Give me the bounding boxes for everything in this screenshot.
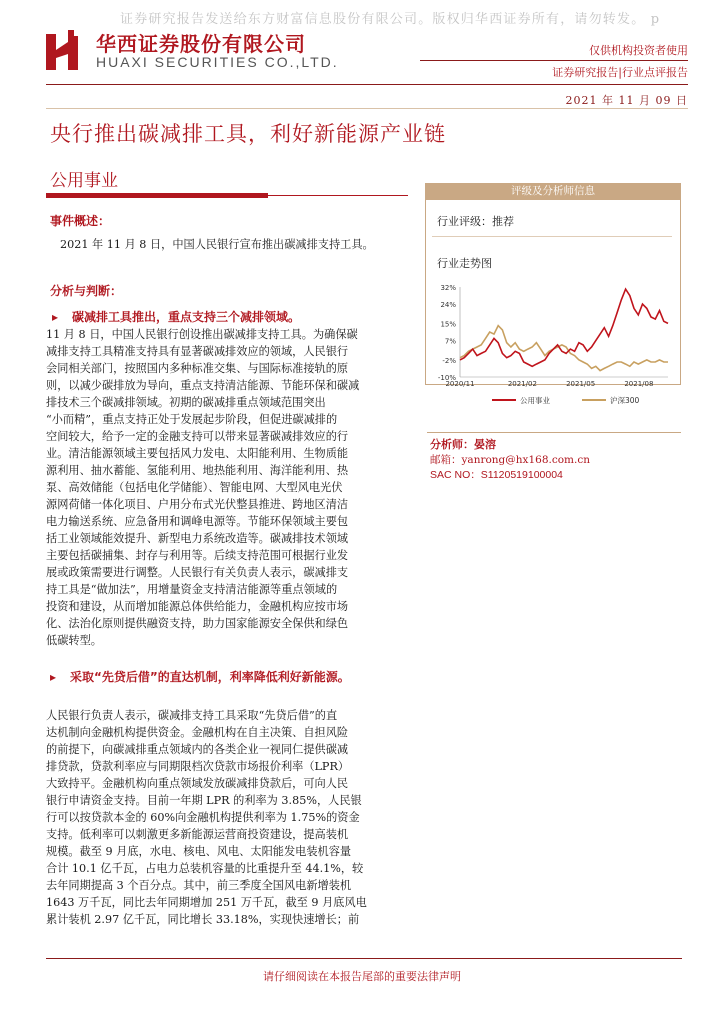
y-tick-label: 7%: [444, 337, 456, 346]
paragraph-line: 减排支持工具精准支持具有显著碳减排效应的领域，人民银行: [46, 345, 349, 358]
report-type: 证券研究报告|行业点评报告: [552, 66, 688, 79]
bullet-arrow-icon: ▸: [52, 310, 59, 324]
paragraph-line: 低碳转型。: [46, 634, 102, 647]
rating-rule: [432, 236, 672, 237]
industry-trend-chart: [430, 275, 675, 410]
paragraph-line: 排贷款，贷款利率应与同期限档次贷款市场报价利率（LPR）: [46, 760, 350, 773]
point1-paragraph: [46, 326, 408, 649]
header-rule: [46, 84, 688, 85]
y-tick-label: 32%: [440, 284, 456, 292]
paragraph-line: 持工具是“做加法”，用增量资金支持清洁能源等重点领域的: [46, 583, 338, 596]
paragraph-line: 主要包括碳捕集、封存与利用等。后续支持范围可根据行业发: [46, 549, 349, 562]
paragraph-line: 空间较大，给予一定的金融支持可以带来显著碳减排效应的行: [46, 430, 349, 443]
analyst-email[interactable]: 邮箱：yanrong@hx168.com.cn: [430, 454, 590, 466]
industry-rating: 行业评级：推荐: [437, 215, 514, 228]
paragraph-line: 排技术三个碳减排领域。初期的碳减排重点领域范围突出: [46, 396, 326, 409]
x-tick-label: 2020/11: [445, 380, 475, 388]
point1-heading: [52, 308, 300, 325]
paragraph-line: 源利用、抽水蓄能、氢能利用、地热能利用、海洋能利用、热: [46, 464, 349, 477]
point2-heading-text: 采取“先贷后借”的直达机制，利率降低利好新能源。: [70, 670, 350, 684]
paragraph-line: “小而精”，重点支持正处于发展起步阶段，但促进碳减排的: [46, 413, 338, 426]
sector-name: 公用事业: [50, 171, 118, 191]
bullet-arrow-icon: ▸: [50, 670, 57, 684]
x-tick-label: 2021/05: [566, 380, 596, 388]
paragraph-line: 的前提下，向碳减排重点领域内的各类企业一视同仁提供碳减: [46, 743, 349, 756]
paragraph-line: 达机制向金融机构提供资金。金融机构在自主决策、自担风险: [46, 726, 349, 739]
audience-note: 仅供机构投资者使用: [589, 44, 688, 57]
paragraph-line: 11 月 8 日，中国人民银行创设推出碳减排支持工具。为确保碳: [46, 328, 358, 341]
paragraph-line: 会同相关部门，按照国内多种标准交集、与国际标准接轨的原: [46, 362, 349, 375]
paragraph-line: 人民银行负责人表示，碳减排支持工具采取“先贷后借”的直: [46, 709, 338, 722]
huaxi-logo-icon: [44, 28, 84, 72]
paragraph-line: 化、法治化原则提供融资支持，助力国家能源安全保供和绿色: [46, 617, 349, 630]
paragraph-line: 去年同期提高 3 个百分点。其中，前三季度全国风电新增装机: [46, 879, 352, 892]
paragraph-line: 累计装机 2.97 亿千瓦，同比增长 33.18%，实现快速增长；前: [46, 913, 360, 926]
header-divider: [420, 60, 688, 61]
panel-title: 评级及分析师信息: [425, 183, 681, 200]
series-line-csi300: [460, 326, 668, 371]
point1-heading-text: 碳减排工具推出，重点支持三个减排领域。: [72, 310, 301, 324]
paragraph-line: 银行申请资金支持。目前一年期 LPR 的利率为 3.85%，人民银: [46, 794, 362, 807]
paragraph-line: 括工业领域能效提升、新型电力系统改造等。碳减排技术领域: [46, 532, 349, 545]
footer-disclaimer: 请仔细阅读在本报告尾部的重要法律声明: [263, 970, 461, 983]
paragraph-line: 泵、高效储能（包括电化学储能）、智能电网、大型风电光伏: [46, 481, 343, 494]
x-tick-label: 2021/02: [507, 380, 537, 388]
event-heading: 事件概述：: [50, 214, 111, 228]
company-name-en: HUAXI SECURITIES CO.,LTD.: [96, 54, 339, 70]
paragraph-line: 电力输送系统、应急备用和调峰电源等。节能环保领域主要包: [46, 515, 349, 528]
watermark-text: 证券研究报告发送给东方财富信息股份有限公司。版权归华西证券所有，请勿转发。 p: [120, 12, 661, 27]
paragraph-line: 展或政策需要进行调整。人民银行有关负责人表示，碳减排支: [46, 566, 349, 579]
y-tick-label: -10%: [437, 374, 456, 382]
report-date: 2021 年 11 月 09 日: [565, 94, 688, 107]
point2-heading: [50, 668, 410, 687]
paragraph-line: 业。清洁能源领域主要包括风力发电、太阳能利用、生物质能: [46, 447, 349, 460]
report-title: 央行推出碳减排工具，利好新能源产业链: [50, 122, 446, 146]
paragraph-line: 规模。截至 9 月底，水电、核电、风电、太阳能发电装机容量: [46, 845, 352, 858]
paragraph-line: 大致持平。金融机构向重点领域发放碳减排贷款后，可向人民: [46, 777, 349, 790]
paragraph-line: 行可以按贷款本金的 60%向金融机构提供利率为 1.75%的资金: [46, 811, 360, 824]
point2-paragraph: [46, 707, 408, 928]
analyst-rule: [427, 432, 681, 433]
sector-bar-thin: [268, 195, 408, 196]
paragraph-line: 则，以减少碳排放为导向，重点支持清洁能源、节能环保和碳减: [46, 379, 360, 392]
paragraph-line: 合计 10.1 亿千瓦，占电力总装机容量的比重提升至 44.1%，较: [46, 862, 364, 875]
legend-label: 沪深300: [610, 396, 640, 405]
legend-label: 公用事业: [520, 396, 550, 405]
analyst-name: 分析师：晏溶: [430, 438, 496, 451]
event-text: 2021 年 11 月 8 日，中国人民银行宣布推出碳减排支持工具。: [60, 238, 374, 251]
trend-label: 行业走势图: [437, 257, 492, 270]
y-tick-label: 24%: [440, 301, 456, 310]
analyst-sac-number: SAC NO：S1120519100004: [430, 469, 563, 481]
paragraph-line: 投资和建设，从而增加能源总体供给能力，金融机构应按市场: [46, 600, 349, 613]
date-rule: [46, 108, 688, 109]
series-line-utilities: [460, 289, 668, 366]
footer-rule: [46, 958, 682, 959]
sector-bar: [46, 193, 268, 198]
paragraph-line: 源网荷储一体化项目、户用分布式光伏整县推进、跨地区清洁: [46, 498, 349, 511]
analysis-heading: 分析与判断：: [50, 284, 123, 298]
company-name-cn: 华西证券股份有限公司: [96, 32, 306, 56]
x-tick-label: 2021/08: [624, 380, 654, 388]
paragraph-line: 支持。低利率可以刺激更多新能源运营商投资建设，提高装机: [46, 828, 349, 841]
y-tick-label: 15%: [440, 320, 456, 329]
paragraph-line: 1643 万千瓦，同比去年同期增加 251 万千瓦，截至 9 月底风电: [46, 896, 367, 909]
y-tick-label: -2%: [442, 356, 456, 365]
